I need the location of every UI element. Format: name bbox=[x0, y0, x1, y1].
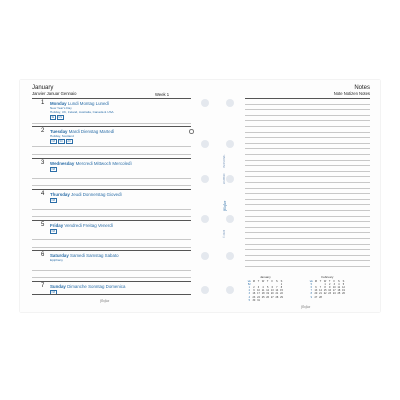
note-line bbox=[245, 126, 370, 127]
calendar-weekday-header: M bbox=[252, 279, 255, 283]
spine-copyright: © 2023 bbox=[223, 229, 226, 238]
note-line bbox=[245, 115, 370, 116]
country-code-badge: NZ bbox=[51, 198, 56, 202]
day-name-translations: Jeudi Donnerstag Giovedì bbox=[71, 191, 122, 197]
day-separator bbox=[32, 126, 191, 127]
calendar-date: 21 bbox=[319, 292, 322, 296]
mini-calendar bbox=[309, 275, 346, 302]
note-line bbox=[245, 160, 370, 161]
calendar-date: 28 bbox=[319, 295, 322, 299]
calendar-date: 25 bbox=[261, 295, 265, 299]
writing-line bbox=[32, 239, 191, 240]
calendar-date: 6 bbox=[315, 285, 317, 289]
country-code-badge: NZ bbox=[51, 229, 56, 233]
country-code-badge: US bbox=[58, 115, 63, 119]
calendar-date: 15 bbox=[323, 289, 327, 293]
calendar-weekday-header: wk bbox=[247, 279, 251, 283]
writing-line bbox=[32, 185, 191, 186]
calendar-date: 7 bbox=[319, 285, 322, 289]
day-name-english: Saturday bbox=[50, 252, 69, 258]
calendar-date bbox=[341, 299, 346, 302]
day-name bbox=[50, 101, 109, 106]
calendar-date: 21 bbox=[275, 292, 279, 296]
day-separator bbox=[32, 281, 191, 282]
calendar-weekday-header: T bbox=[319, 279, 322, 283]
note-line bbox=[245, 255, 370, 256]
note-line bbox=[245, 109, 370, 110]
note-line bbox=[245, 204, 370, 205]
calendar-week-number: 3 bbox=[248, 292, 250, 296]
calendar-weekday-header: W bbox=[323, 279, 327, 283]
calendar-date: 7 bbox=[276, 285, 278, 289]
day-name-translations: Lundi Montag Lunedì bbox=[67, 100, 110, 106]
footer-logo: filofax bbox=[301, 305, 311, 309]
calendar-week-number: 9 bbox=[310, 295, 312, 299]
calendar-date: 30 bbox=[252, 298, 256, 302]
day-name-english: Wednesday bbox=[50, 160, 75, 166]
day-name bbox=[50, 253, 119, 258]
country-codes bbox=[50, 198, 57, 203]
calendar-date: 11 bbox=[337, 285, 341, 289]
calendar-date: 5 bbox=[266, 285, 269, 289]
holiday-note: New Year's Day bbox=[50, 106, 72, 110]
calendar-date: 23 bbox=[328, 292, 332, 296]
calendar-weekday-header: T bbox=[328, 279, 331, 283]
note-line bbox=[245, 171, 370, 172]
calendar-week-number: 6 bbox=[310, 285, 312, 289]
writing-line bbox=[32, 123, 191, 124]
calendar-weekday-header: F bbox=[271, 279, 274, 283]
note-line bbox=[245, 188, 370, 189]
country-codes bbox=[50, 167, 57, 172]
country-codes bbox=[50, 229, 57, 234]
calendar-date bbox=[279, 299, 284, 302]
country-codes bbox=[50, 139, 73, 144]
calendar-weekday-header: wk bbox=[309, 279, 313, 283]
calendar-weekday-header: S bbox=[338, 279, 340, 283]
notes-translations: Note Notizen Notes bbox=[333, 91, 370, 96]
calendar-week-number: 5 bbox=[310, 282, 312, 286]
note-line bbox=[245, 143, 370, 144]
calendar-date: 5 bbox=[342, 282, 345, 286]
note-line bbox=[245, 199, 370, 200]
header-rule bbox=[32, 98, 191, 99]
note-line bbox=[245, 232, 370, 233]
calendar-week-number: 4 bbox=[248, 295, 250, 299]
holiday-note: Holiday, Scotland bbox=[50, 134, 74, 138]
diary-page-spread bbox=[20, 80, 380, 312]
writing-line bbox=[32, 247, 191, 248]
day-number: 6 bbox=[41, 252, 45, 258]
country-codes bbox=[50, 115, 64, 120]
writing-line bbox=[32, 277, 191, 278]
note-line bbox=[245, 210, 370, 211]
note-line bbox=[245, 216, 370, 217]
calendar-date: 26 bbox=[266, 295, 270, 299]
calendar-date: 16 bbox=[252, 292, 256, 296]
calendar-date: 23 bbox=[252, 295, 256, 299]
calendar-date: 17 bbox=[332, 289, 336, 293]
day-separator bbox=[32, 158, 191, 159]
calendar-date: 22 bbox=[323, 292, 327, 296]
calendar-date: 1 bbox=[324, 282, 326, 286]
note-line bbox=[245, 132, 370, 133]
day-number: 4 bbox=[41, 191, 45, 197]
mini-calendar-grid bbox=[309, 280, 346, 302]
day-name-translations: Samedi Samstag Sabato bbox=[70, 252, 119, 258]
note-line bbox=[245, 120, 370, 121]
calendar-week-number: 2 bbox=[248, 289, 250, 293]
mini-calendar-grid bbox=[247, 280, 284, 302]
writing-line bbox=[32, 146, 191, 147]
day-name-translations: Mercredi Mittwoch Mercoledì bbox=[75, 160, 132, 166]
calendar-weekday-header: S bbox=[342, 279, 345, 283]
calendar-date: 31 bbox=[257, 298, 260, 302]
calendar-week-number: 8 bbox=[310, 292, 312, 296]
calendar-date: 16 bbox=[328, 289, 332, 293]
calendar-weekday-header: S bbox=[276, 279, 278, 283]
calendar-date: 25 bbox=[337, 292, 341, 296]
mini-calendar-month: February bbox=[321, 275, 334, 279]
note-line bbox=[245, 244, 370, 245]
calendar-date: 4 bbox=[262, 285, 264, 289]
note-line bbox=[245, 221, 370, 222]
calendar-date: 26 bbox=[342, 292, 345, 296]
calendar-date: 14 bbox=[319, 289, 322, 293]
calendar-week-number: 7 bbox=[310, 289, 312, 293]
day-name-translations: Vendredi Freitag Venerdì bbox=[64, 222, 113, 228]
day-name-english: Friday bbox=[50, 222, 64, 228]
note-line bbox=[245, 165, 370, 166]
writing-line bbox=[32, 270, 191, 271]
calendar-date: 2 bbox=[328, 282, 331, 286]
calendar-weekday-header: T bbox=[266, 279, 269, 283]
note-line bbox=[245, 266, 370, 267]
day-name bbox=[50, 192, 122, 197]
calendar-date: 10 bbox=[257, 289, 260, 293]
calendar-date: 20 bbox=[270, 292, 274, 296]
calendar-date: 3 bbox=[257, 285, 260, 289]
calendar-weekday-header: T bbox=[257, 279, 260, 283]
calendar-date: 22 bbox=[280, 292, 283, 296]
note-line bbox=[245, 193, 370, 194]
calendar-week-number: 1 bbox=[248, 285, 250, 289]
country-code-badge: NZ bbox=[51, 290, 56, 294]
month-translations: Janvier Januar Gennaio bbox=[32, 91, 77, 96]
day-name-english: Monday bbox=[50, 100, 67, 106]
calendar-date: 8 bbox=[280, 285, 283, 289]
week-number: Week 1 bbox=[155, 92, 170, 97]
day-number: 1 bbox=[41, 100, 45, 106]
month-title: January bbox=[32, 85, 54, 91]
calendar-weekday-header: F bbox=[333, 279, 336, 283]
calendar-date: 17 bbox=[257, 292, 260, 296]
notes-page bbox=[205, 80, 380, 312]
note-line bbox=[245, 148, 370, 149]
calendar-date: 27 bbox=[270, 295, 274, 299]
day-separator bbox=[32, 220, 191, 221]
calendar-date: 28 bbox=[275, 295, 279, 299]
day-name-english: Sunday bbox=[50, 283, 66, 289]
note-line bbox=[245, 104, 370, 105]
calendar-date: 18 bbox=[261, 292, 265, 296]
calendar-date: 9 bbox=[328, 285, 331, 289]
notes-title: Notes bbox=[354, 85, 370, 91]
country-code-badge: NZ bbox=[51, 167, 56, 171]
calendar-week-number: 5 bbox=[248, 298, 250, 302]
mini-calendar bbox=[247, 275, 284, 302]
country-code-badge: AU bbox=[67, 139, 72, 143]
calendar-date: 18 bbox=[337, 289, 341, 293]
calendar-date: 10 bbox=[332, 285, 336, 289]
note-line bbox=[245, 137, 370, 138]
calendar-date: 13 bbox=[314, 289, 318, 293]
day-name bbox=[50, 223, 113, 228]
writing-line bbox=[32, 209, 191, 210]
calendar-date: 13 bbox=[270, 289, 274, 293]
calendar-date: 3 bbox=[333, 282, 335, 286]
spine-code: PERSONAL bbox=[223, 154, 226, 168]
calendar-date: 11 bbox=[261, 289, 265, 293]
calendar-weekday-header: S bbox=[280, 279, 283, 283]
spine-product-number: 22-68510 bbox=[223, 173, 226, 184]
day-name-english: Thursday bbox=[50, 191, 70, 197]
calendar-date: 24 bbox=[332, 292, 336, 296]
day-name-english: Tuesday bbox=[50, 128, 68, 134]
day-separator bbox=[32, 294, 191, 295]
day-separator bbox=[32, 189, 191, 190]
writing-line bbox=[32, 178, 191, 179]
holiday-note: Epiphany bbox=[50, 258, 63, 262]
calendar-date: 9 bbox=[253, 289, 255, 293]
country-code-badge: NZ bbox=[51, 139, 56, 143]
day-name-translations: Mardi Dienstag Martedì bbox=[68, 128, 115, 134]
note-line bbox=[245, 154, 370, 155]
week-page bbox=[20, 80, 198, 312]
calendar-date: 6 bbox=[271, 285, 273, 289]
calendar-weekday-header: W bbox=[261, 279, 265, 283]
calendar-date: 27 bbox=[314, 295, 318, 299]
calendar-week-number: 52 bbox=[247, 282, 251, 286]
day-name bbox=[50, 129, 114, 134]
day-name bbox=[50, 161, 132, 166]
calendar-date: 29 bbox=[280, 295, 283, 299]
note-line bbox=[245, 182, 370, 183]
day-separator bbox=[32, 250, 191, 251]
mini-calendar-month: January bbox=[260, 275, 271, 279]
calendar-date: 8 bbox=[324, 285, 326, 289]
calendar-date: 4 bbox=[338, 282, 340, 286]
footer-logo: filofax bbox=[100, 299, 110, 303]
note-line bbox=[245, 249, 370, 250]
country-code-badge: IE bbox=[51, 115, 55, 119]
note-line bbox=[245, 238, 370, 239]
note-line bbox=[245, 227, 370, 228]
country-code-badge: SC bbox=[59, 139, 64, 143]
calendar-date: 19 bbox=[266, 292, 270, 296]
calendar-date: 1 bbox=[280, 282, 283, 286]
day-number: 5 bbox=[41, 222, 45, 228]
day-name bbox=[50, 284, 125, 289]
note-line bbox=[245, 176, 370, 177]
holiday-note: Holiday, UK, Ireland, Australia, Canada & USA bbox=[50, 110, 114, 114]
calendar-date: 15 bbox=[280, 289, 283, 293]
day-number: 7 bbox=[41, 283, 45, 289]
calendar-date: 12 bbox=[342, 285, 345, 289]
day-number: 3 bbox=[41, 160, 45, 166]
calendar-date: 24 bbox=[257, 295, 260, 299]
calendar-date: 14 bbox=[275, 289, 279, 293]
day-name-translations: Dimanche Sonntag Domenica bbox=[67, 283, 126, 289]
calendar-date: 12 bbox=[266, 289, 270, 293]
calendar-date: 20 bbox=[314, 292, 318, 296]
spine-logo: filofax bbox=[222, 200, 227, 211]
writing-line bbox=[32, 216, 191, 217]
note-line bbox=[245, 98, 370, 99]
calendar-date: 2 bbox=[253, 285, 255, 289]
day-number: 2 bbox=[41, 128, 45, 134]
calendar-weekday-header: M bbox=[314, 279, 317, 283]
writing-line bbox=[32, 154, 191, 155]
calendar-date: 19 bbox=[342, 289, 345, 293]
note-line bbox=[245, 260, 370, 261]
